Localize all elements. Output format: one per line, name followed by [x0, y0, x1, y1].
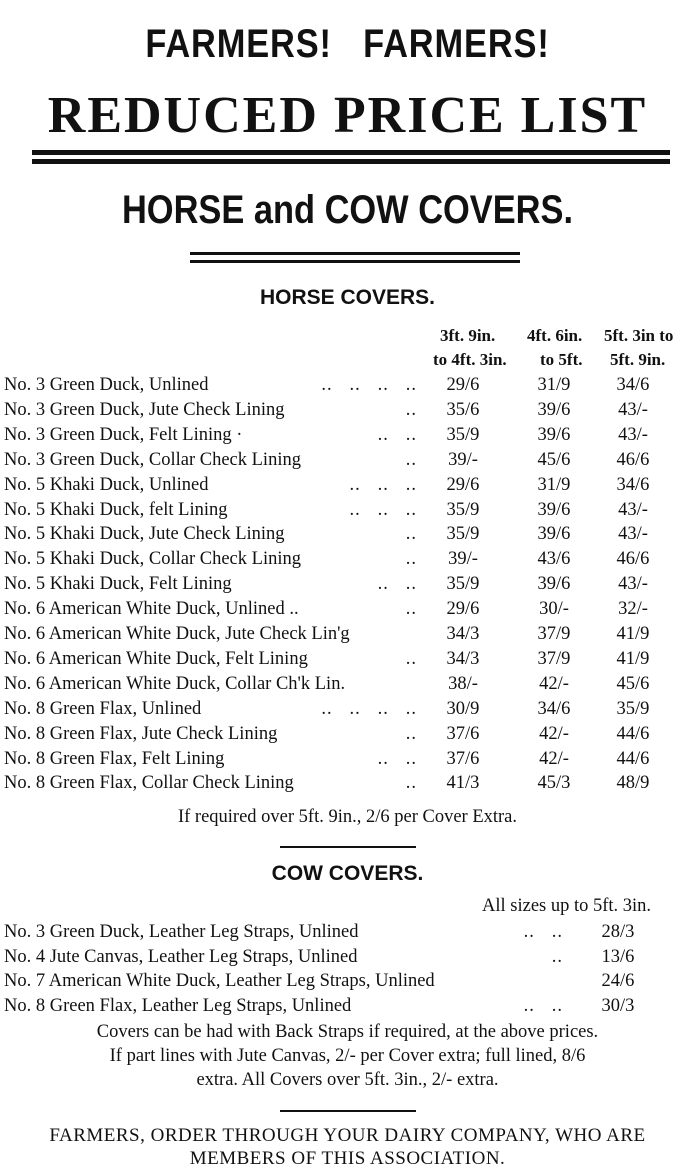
price-cell: 48/9 — [616, 773, 650, 794]
price-cell: 41/3 — [446, 773, 480, 794]
price-cell: 39/6 — [537, 499, 571, 520]
item-name: No. 3 Green Duck, Collar Check Lining — [4, 449, 301, 470]
cow-note-2: If part lines with Jute Canvas, 2/- per Cover extra; full lined, 8/6 — [109, 1046, 586, 1066]
table-row — [0, 947, 695, 972]
item-name: No. 6 American White Duck, Collar Ch'k Lin. — [4, 673, 346, 694]
dot-leader: .. — [405, 449, 417, 470]
price-cell: 30/3 — [601, 995, 635, 1016]
price-cell: 38/- — [448, 673, 478, 694]
price-cell: 39/- — [448, 549, 478, 570]
price-cell: 39/6 — [537, 524, 571, 545]
price-cell: 34/3 — [446, 624, 480, 644]
dot-leader: .. .. .. — [349, 474, 417, 495]
table-row — [0, 549, 695, 574]
price-cell: 30/9 — [446, 698, 480, 719]
dot-leader: .. — [405, 773, 417, 794]
price-cell: 35/9 — [446, 524, 480, 545]
dot-leader: .. .. — [523, 995, 563, 1016]
column-header-2: 4ft. 6in. — [527, 326, 583, 345]
price-cell: 45/3 — [537, 773, 571, 794]
table-row — [0, 773, 695, 798]
item-name: No. 3 Green Duck, Felt Lining · — [4, 424, 243, 445]
divider-rule — [190, 260, 520, 263]
table-row — [0, 922, 695, 947]
price-cell: 39/6 — [537, 574, 571, 595]
price-cell: 29/6 — [446, 474, 480, 495]
price-cell: 44/6 — [616, 723, 650, 744]
item-name: No. 3 Green Duck, Leather Leg Straps, Unlined — [4, 922, 359, 942]
table-row — [0, 749, 695, 774]
price-cell: 29/6 — [446, 375, 480, 395]
price-cell: 29/6 — [446, 599, 480, 620]
dot-leader: .. .. — [377, 424, 417, 445]
item-name: No. 8 Green Flax, Collar Check Lining — [4, 773, 294, 794]
price-cell: 35/9 — [446, 574, 480, 595]
divider-rule — [190, 252, 520, 255]
price-cell: 41/9 — [616, 648, 650, 669]
price-cell: 43/- — [618, 574, 648, 595]
dot-leader: .. — [551, 946, 563, 967]
price-cell: 43/- — [618, 399, 648, 420]
column-header-3b: 5ft. 9in. — [610, 350, 666, 369]
price-cell: 30/- — [539, 599, 569, 620]
price-cell: 41/9 — [616, 624, 650, 644]
item-name: No. 3 Green Duck, Unlined — [4, 375, 209, 395]
price-cell: 37/6 — [446, 748, 480, 769]
column-header-1b: to 4ft. 3in. — [433, 350, 507, 369]
section-divider — [280, 846, 416, 848]
price-cell: 34/3 — [446, 648, 480, 669]
table-row — [0, 500, 695, 525]
dot-leader: .. — [405, 524, 417, 545]
price-cell: 42/- — [539, 673, 569, 694]
item-name: No. 5 Khaki Duck, felt Lining — [4, 499, 228, 520]
price-cell: 42/- — [539, 723, 569, 744]
price-cell: 31/9 — [537, 474, 571, 495]
price-cell: 34/6 — [616, 474, 650, 495]
price-cell: 46/6 — [616, 449, 650, 470]
dot-leader: .. — [405, 549, 417, 570]
price-cell: 45/6 — [616, 673, 650, 694]
dot-leader: .. .. .. .. — [321, 698, 417, 719]
dot-leader: .. .. — [377, 748, 417, 769]
table-row — [0, 375, 695, 400]
item-name: No. 8 Green Flax, Felt Lining — [4, 748, 225, 769]
column-header-3: 5ft. 3in to — [604, 326, 674, 345]
table-row — [0, 475, 695, 500]
price-cell: 37/6 — [446, 723, 480, 744]
table-row — [0, 574, 695, 599]
table-row — [0, 724, 695, 749]
item-name: No. 6 American White Duck, Jute Check Lin'g — [4, 624, 350, 644]
item-name: No. 8 Green Flax, Jute Check Lining — [4, 723, 278, 744]
price-cell: 43/- — [618, 499, 648, 520]
item-name: No. 6 American White Duck, Unlined .. — [4, 599, 299, 620]
price-cell: 13/6 — [601, 946, 635, 967]
table-row — [0, 674, 695, 699]
price-cell: 37/9 — [537, 648, 571, 669]
cow-note-1: Covers can be had with Back Straps if required, at the above prices. — [96, 1022, 599, 1042]
price-cell: 35/9 — [446, 499, 480, 520]
dot-leader: .. .. .. — [349, 499, 417, 520]
table-row — [0, 996, 695, 1021]
double-rule-bottom — [32, 159, 670, 164]
price-cell: 43/- — [618, 524, 648, 545]
table-row — [0, 971, 695, 996]
price-cell: 34/6 — [616, 375, 650, 395]
price-cell: 28/3 — [601, 922, 635, 942]
item-name: No. 5 Khaki Duck, Felt Lining — [4, 574, 232, 595]
cow-covers-title: COW COVERS. — [271, 862, 424, 885]
cow-column-header: All sizes up to 5ft. 3in. — [482, 896, 652, 916]
footer-line-1: FARMERS, ORDER THROUGH YOUR DAIRY COMPANY, WHO ARE — [49, 1125, 646, 1146]
price-cell: 35/9 — [616, 698, 650, 719]
price-cell: 44/6 — [616, 748, 650, 769]
item-name: No. 6 American White Duck, Felt Lining — [4, 648, 308, 669]
price-cell: 45/6 — [537, 449, 571, 470]
table-row — [0, 599, 695, 624]
price-cell: 43/6 — [537, 549, 571, 570]
table-row — [0, 425, 695, 450]
double-rule-top — [32, 150, 670, 155]
price-cell: 34/6 — [537, 698, 571, 719]
price-cell: 39/- — [448, 449, 478, 470]
table-row — [0, 699, 695, 724]
table-row — [0, 450, 695, 475]
dot-leader: .. .. — [377, 574, 417, 595]
price-cell: 42/- — [539, 748, 569, 769]
horse-covers-title: HORSE COVERS. — [259, 286, 436, 309]
price-cell: 39/6 — [537, 424, 571, 445]
table-row — [0, 400, 695, 425]
dot-leader: .. .. — [523, 922, 563, 942]
price-cell: 35/6 — [446, 399, 480, 420]
item-name: No. 5 Khaki Duck, Jute Check Lining — [4, 524, 285, 545]
item-name: No. 3 Green Duck, Jute Check Lining — [4, 399, 285, 420]
footer-line-2: MEMBERS OF THIS ASSOCIATION. — [189, 1148, 506, 1169]
footer-divider — [280, 1110, 416, 1112]
price-cell: 43/- — [618, 424, 648, 445]
price-cell: 39/6 — [537, 399, 571, 420]
column-header-2b: to 5ft. — [540, 350, 583, 369]
headline-farmers: FARMERS! FARMERS! — [145, 22, 550, 66]
table-row — [0, 624, 695, 649]
dot-leader: .. — [405, 723, 417, 744]
price-cell: 32/- — [618, 599, 648, 620]
price-cell: 24/6 — [601, 971, 635, 991]
item-name: No. 5 Khaki Duck, Unlined — [4, 474, 209, 495]
horse-covers-note: If required over 5ft. 9in., 2/6 per Cover Extra. — [177, 807, 518, 827]
item-name: No. 5 Khaki Duck, Collar Check Lining — [4, 549, 301, 570]
dot-leader: .. .. .. .. — [321, 375, 417, 395]
item-name: No. 7 American White Duck, Leather Leg Straps, Unlined — [4, 971, 435, 991]
headline-horse-cow-covers: HORSE and COW COVERS. — [121, 188, 574, 232]
column-header-1: 3ft. 9in. — [440, 326, 496, 345]
cow-note-3: extra. All Covers over 5ft. 3in., 2/- extra. — [196, 1070, 499, 1090]
table-row — [0, 524, 695, 549]
dot-leader: .. — [405, 648, 417, 669]
item-name: No. 8 Green Flax, Unlined — [4, 698, 202, 719]
price-cell: 35/9 — [446, 424, 480, 445]
price-cell: 46/6 — [616, 549, 650, 570]
item-name: No. 4 Jute Canvas, Leather Leg Straps, Unlined — [4, 946, 358, 967]
price-cell: 37/9 — [537, 624, 571, 644]
dot-leader: .. — [405, 599, 417, 620]
price-cell: 31/9 — [537, 375, 571, 395]
dot-leader: .. — [405, 399, 417, 420]
item-name: No. 8 Green Flax, Leather Leg Straps, Unlined — [4, 995, 352, 1016]
table-row — [0, 649, 695, 674]
headline-reduced-price-list: REDUCED PRICE LIST — [47, 87, 648, 144]
